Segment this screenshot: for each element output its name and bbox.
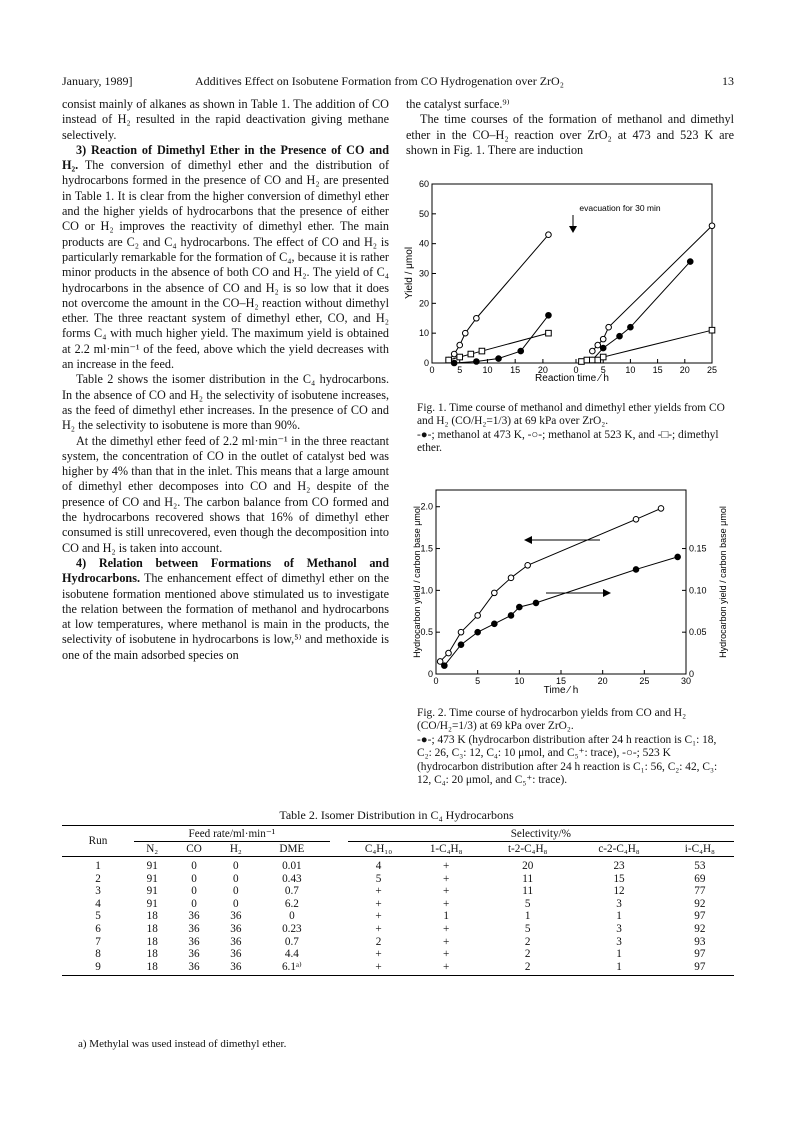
column-header: N₂ [146,843,159,855]
x-tick-label: 0 [573,365,579,375]
x-tick-label: 15 [510,365,521,375]
data-point [479,348,485,354]
data-point [475,629,481,635]
x-tick-label: 15 [652,365,663,375]
y-tick-label-left: 0.5 [420,627,433,638]
y-tick-label-right: 0.15 [689,543,707,554]
table-row [62,898,734,911]
table-cell: 0 [233,897,239,910]
table-cell: 11 [522,872,534,885]
column-header: t-2-C₄H₈ [507,843,548,855]
table-cell: 0 [233,872,239,885]
table-cell: 97 [694,948,706,961]
table-cell: + [443,897,450,910]
series-line [592,262,690,360]
data-point [508,575,514,581]
y-axis-label-left: Hydrocarbon yield / carbon base μmol [412,506,422,658]
table-cell: 2 [95,872,101,885]
table-cell: + [375,922,382,935]
table-cell: 0.01 [282,860,302,872]
data-point [709,327,715,333]
table-cell: + [443,872,450,885]
y-tick-label-left: 1.0 [420,585,433,596]
table-row [62,936,734,949]
data-point [633,516,639,522]
figure-1-chart [400,170,730,400]
data-point [595,357,601,363]
x-tick-label: 30 [680,676,692,686]
y-tick-label: 0 [423,358,429,368]
table-cell: 36 [188,935,200,948]
data-point [595,342,601,348]
table-row [62,873,734,886]
data-point [600,354,606,360]
table-cell: 91 [146,860,158,872]
data-point [590,357,596,363]
table-cell: 36 [230,922,242,935]
section-4 [62,556,389,663]
table-cell: 3 [616,897,622,910]
section-3-body: The conversion of dimethyl ether and the distribution of hydrocarbons formed in the presence of CO and H₂ are presented in Table 1. It is clear from the higher conversion of dimethyl ether and the higher yields of hydrocarbons that the presence of either CO or H₂ improves the reactivity of dimethyl ether. The main products are C₂ and C₄ hydrocarbons. The effect of CO and H₂ is particularly remarkable for the formation of C₄, because it is rather minor products in the absence of both CO and H₂. The yield of C₄ hydrocarbons in the absence of CO and H₂ is so low that it does not overcome the amount in the CO–H₂ reaction without dimethyl ether. The three reactant system of dimethyl ether, CO, and H₂ forms C₄ with much higher yield. The maximum yield is obtained at 2.2 ml·min⁻¹ of the feed, above which the yield decreases with an increase in the feed. [62,158,390,372]
data-point [658,506,664,512]
table-cell: 1 [616,948,622,961]
table-cell: + [443,860,450,872]
table-cell: 2 [524,935,531,948]
spacer [330,948,348,961]
run-header: Run [62,826,134,857]
figure-2 [400,480,735,700]
x-tick-label: 25 [706,365,718,375]
table-cell: 12 [613,885,625,898]
paragraph: The time courses of the formation of methanol and dimethyl ether in the CO–H₂ reaction over ZrO₂ at 473 and 523 K are shown in Fig. 1. There are induction [406,112,734,157]
column-header: 1-C₄H₈ [429,843,463,855]
table-cell: 1 [443,910,449,923]
spacer [330,842,348,857]
x-tick-label: 20 [537,365,548,375]
data-point [458,642,464,648]
table-cell: 36 [230,935,242,948]
table-cell: 1 [524,910,531,923]
data-point [584,357,590,363]
y-axis-label-right: Hydrocarbon yield / carbon base μmol [718,506,728,658]
data-point [617,333,623,339]
column-header: i-C₄H₈ [684,843,715,855]
data-point [546,232,552,238]
table-2 [62,825,734,976]
spacer [330,885,348,898]
table-row [62,857,734,873]
table-cell: 0 [233,860,239,872]
table-cell: 3 [616,935,622,948]
data-point [600,336,606,342]
data-point [606,324,612,330]
series-line [440,508,661,661]
column-header: H₂ [229,843,242,855]
figure-1-legend-text: -●-; methanol at 473 K, -○-; methanol at 523 K, and -□-; dimethyl ether. [417,428,719,455]
y-tick-label: 20 [418,298,429,309]
x-tick-label: 5 [457,365,463,375]
spacer [330,857,348,873]
section-4-heading: 4) Relation between Formations of Methanol and Hydrocarbons. [62,555,389,586]
data-point [687,259,693,265]
figure-2-caption-text: Fig. 2. Time course of hydrocarbon yields from CO and H₂ (CO/H₂=1/3) at 69 kPa over ZrO₂. [417,707,687,733]
figure-1 [400,170,730,400]
data-point [508,613,514,619]
header-date: January, 1989] [62,74,133,88]
x-tick-label: 20 [679,365,690,375]
data-point [468,351,474,357]
data-point [475,613,481,619]
data-point [633,567,639,573]
figure-1-caption [417,402,733,456]
spacer [330,961,348,976]
table-cell: 92 [694,897,706,910]
table-cell: + [443,935,450,948]
table-cell: 0.7 [284,935,299,948]
x-tick-label: 5 [600,365,606,375]
paragraph: the catalyst surface.⁹⁾ [406,97,510,111]
x-tick-label: 25 [639,676,650,686]
data-point [590,348,596,354]
table-cell: + [443,948,450,961]
table-cell: + [443,885,450,898]
section-3-heading: 3) Reaction of Dimethyl Ether in the Presence of CO and H₂. [62,142,389,173]
table-cell: 91 [146,897,158,910]
x-tick-label: 10 [482,365,493,375]
x-axis-label: Reaction time ⁄ h [535,373,609,384]
y-tick-label-left: 0 [427,669,433,679]
data-point [492,621,498,627]
table-cell: 4 [95,897,101,910]
data-point [533,600,539,606]
table-cell: 1 [616,960,622,973]
y-tick-label-right: 0.10 [689,585,707,596]
table-cell: 93 [694,935,706,948]
table-cell: 36 [188,960,200,973]
x-tick-label: 10 [625,365,636,375]
table-cell: 4.4 [284,948,299,961]
table-cell: + [375,885,382,898]
table-cell: + [443,922,450,935]
table-cell: 0.43 [282,872,302,885]
table-row [62,948,734,961]
paragraph: Table 2 shows the isomer distribution in the C₄ hydrocarbons. In the absence of CO and H₂ the selectivity of isobutene increases, as the feed of dimethyl ether increases. In the presence of CO and H₂ the selectivity to isobutene is more than 90%. [62,372,389,433]
table-cell: 2 [524,948,531,961]
y-tick-label: 50 [418,208,429,219]
series-line [444,557,677,666]
table-cell: 2 [375,935,382,948]
table-cell: 77 [694,885,706,898]
right-axis-arrowhead [603,589,611,597]
data-point [457,354,463,360]
table-row [62,961,734,976]
data-point [446,650,452,656]
feed-rate-header: Feed rate/ml·min⁻¹ [134,826,330,842]
paragraph: At the dimethyl ether feed of 2.2 ml·min⁻¹ in the three reactant system, the concentration of CO in the outlet of catalyst bed was higher by 4% than that in the inlet. This means that a large amount of dimethyl ether decomposes into CO and H₂ despite of the presence of CO and H₂. The carbon balance from CO formed and the hydrocarbons recovered shows that 16% of dimethyl ether consumed is still unrecovered, even though the decomposition into CO and H₂ is taken into account. [62,433,389,555]
table-cell: 69 [694,872,706,885]
table-cell: 36 [230,948,242,961]
table-cell: 36 [230,960,242,973]
figure-2-chart [400,480,735,700]
table-cell: 1 [95,860,101,872]
left-axis-arrowhead [524,536,532,544]
table-2-footnote: a) Methylal was used instead of dimethyl ether. [78,1038,287,1050]
table-cell: 6.2 [284,897,299,910]
table-cell: 97 [694,960,706,973]
data-point [457,342,463,348]
x-tick-label: 20 [597,676,608,686]
spacer [330,898,348,911]
table-cell: 0 [233,885,239,898]
data-point [496,356,502,362]
table-cell: 4 [375,860,382,872]
x-tick-label: 10 [514,676,525,686]
table-cell: 5 [95,910,101,923]
table-cell: 53 [694,860,706,872]
y-tick-label-right: 0 [689,669,695,679]
table-cell: + [375,897,382,910]
table-cell: 91 [146,872,158,885]
table-cell: 5 [524,897,531,910]
y-tick-label-left: 2.0 [420,501,433,512]
data-point [675,554,681,560]
annotation-text: evacuation for 30 min [579,203,661,213]
table-cell: 0.7 [284,885,299,898]
data-point [518,348,524,354]
table-cell: 92 [694,922,706,935]
spacer [330,923,348,936]
paragraph: consist mainly of alkanes as shown in Table 1. The addition of CO instead of H₂ resulted in the rapid deactivation giving methane selectively. [62,97,389,142]
table-row [62,923,734,936]
table-cell: 18 [146,910,158,923]
data-point [462,330,468,336]
data-point [517,604,523,610]
table-cell: 18 [146,935,158,948]
figure-2-caption [417,707,733,787]
left-column [62,97,389,663]
y-tick-label: 30 [418,268,429,279]
data-point [546,330,552,336]
y-tick-label: 10 [418,328,429,339]
series-line [592,226,712,351]
table-cell: 18 [146,922,158,935]
section-3 [62,143,389,372]
table-cell: 5 [375,872,382,885]
data-point [458,629,464,635]
table-cell: 7 [95,935,101,948]
y-tick-label-left: 1.5 [420,543,433,554]
table-cell: 3 [95,885,101,898]
figure-1-caption-text: Fig. 1. Time course of methanol and dimethyl ether yields from CO and H₂ (CO/H₂=1/3) at 69 kPa over ZrO₂. [417,402,725,428]
column-header: C₄H₁₀ [364,843,393,855]
spacer [330,910,348,923]
table-cell: 97 [694,910,706,923]
annotation-arrowhead [569,226,577,233]
table-cell: 0 [191,885,197,898]
table-cell: 5 [524,922,531,935]
y-tick-label: 60 [418,179,429,189]
figure-2-legend-text: -●-; 473 K (hydrocarbon distribution after 24 h reaction is C₁: 18, C₂: 26, C₃: 12, C₄: 10 μmol, and C₅⁺: trace), -○-; 523 K (hydrocarbon distribution after 24 h reaction is C₁: 56, C₂: 42, C₃: 12, C₄: 20 μmol, and C₅⁺: trace). [417,733,718,787]
column-header: CO [186,843,202,855]
table-cell: 9 [95,960,101,973]
y-axis-label: Yield / μmol [404,246,415,300]
table-cell: 0 [191,860,197,872]
data-point [546,312,552,318]
series-line [449,235,549,360]
table-cell: 18 [146,948,158,961]
data-point [709,223,715,229]
table-cell: 0 [289,910,295,923]
data-point [451,360,457,366]
y-tick-label: 40 [418,238,429,249]
data-point [474,359,480,365]
x-tick-label: 5 [475,676,481,686]
table-cell: 0.23 [282,922,302,935]
data-point [600,345,606,351]
data-point [628,324,634,330]
x-axis-label: Time ⁄ h [543,685,579,696]
column-header: c-2-C₄H₈ [598,843,640,855]
data-point [579,359,585,365]
data-point [446,357,452,363]
table-cell: 6.1ᵃ⁾ [281,960,302,973]
page-number: 13 [722,74,734,88]
table-cell: 1 [616,910,622,923]
table-cell: 36 [230,910,242,923]
right-column [406,97,734,158]
data-point [492,590,498,596]
y-tick-label-right: 0.05 [689,627,707,638]
table-cell: 11 [522,885,534,898]
table-cell: + [375,960,382,973]
table-cell: 8 [95,948,101,961]
data-point [451,351,457,357]
plot-frame [432,184,712,363]
table-cell: 0 [191,897,197,910]
table-2-title: Table 2. Isomer Distribution in C₄ Hydrocarbons [279,808,514,822]
table-cell: + [375,910,382,923]
table-cell: 18 [146,960,158,973]
table-cell: 6 [95,922,101,935]
x-tick-label: 0 [429,365,435,375]
table-cell: 2 [524,960,531,973]
x-tick-label: 15 [555,676,567,686]
column-header: DME [279,843,305,855]
x-tick-label: 0 [433,676,439,686]
data-point [442,663,448,669]
table-cell: + [443,960,450,973]
table-cell: 3 [616,922,622,935]
selectivity-header: Selectivity/% [348,826,734,842]
table-cell: 36 [188,922,200,935]
plot-frame [436,490,686,674]
table-cell: 36 [188,910,200,923]
table-cell: 15 [613,872,625,885]
header-title: Additives Effect on Isobutene Formation from CO Hydrogenation over ZrO₂ [195,74,564,88]
table-cell: + [375,948,382,961]
table-row [62,910,734,923]
table-cell: 20 [522,860,534,872]
table-cell: 91 [146,885,158,898]
table-cell: 23 [613,860,625,872]
table-cell: 0 [191,872,197,885]
data-point [474,315,480,321]
spacer [330,873,348,886]
spacer [330,936,348,949]
data-point [525,562,531,568]
table-row [62,885,734,898]
section-4-body: The enhancement effect of dimethyl ether on the isobutene formation mentioned above stimulated us to investigate the relation between the formation of methanol and hydrocarbons at low temperatures, where methanol is main in the products, the selectivity of isobutene in hydrocarbons is low,⁵⁾ and methoxide is one of the main adsorbed species on [62,571,389,662]
table-cell: 36 [188,948,200,961]
